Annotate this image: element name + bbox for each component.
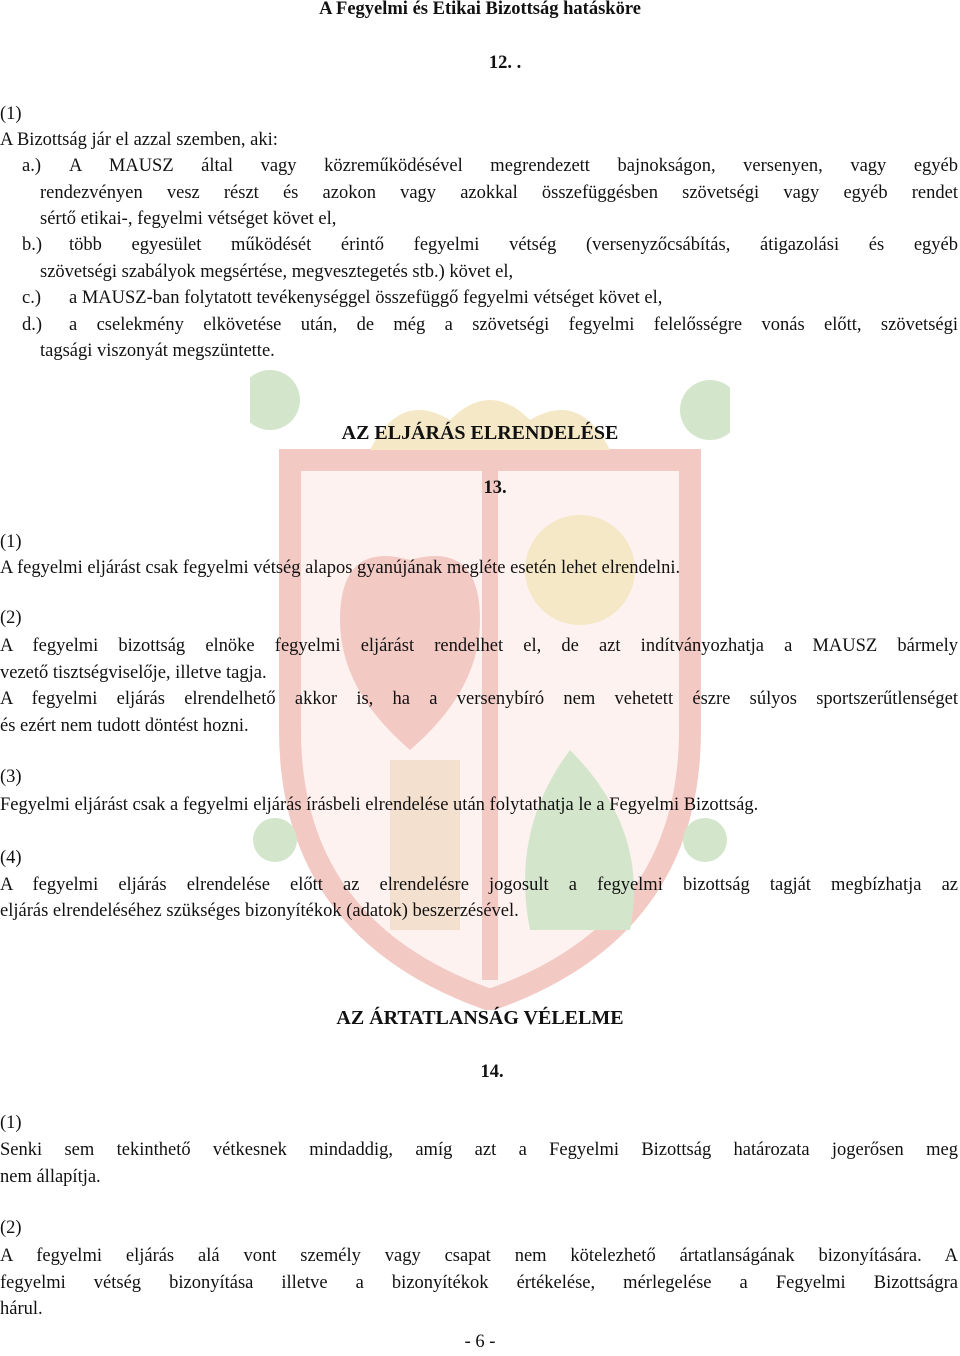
item-d-line2: tagsági viszonyát megszüntette. (40, 341, 275, 361)
item-b-line2: szövetségi szabályok megsértése, megvesztegetés stb.) követ el, (40, 262, 514, 282)
s13-p2-line2: vezető tisztségviselője, illetve tagja. (0, 663, 267, 683)
s14-p1-line2: nem állapítja. (0, 1167, 101, 1187)
s14-p2-line3: hárul. (0, 1299, 43, 1319)
s13-p4-line2: eljárás elrendeléséhez szükséges bizonyítékok (adatok) beszerzésével. (0, 901, 519, 921)
s13-p2-line3: A fegyelmi eljárás elrendelhető akkor is, ha a versenybíró nem vehetett észre súlyos sportszerűtlenséget (0, 689, 958, 709)
item-b-label: b.) (22, 235, 43, 255)
s13-p2-line4: és ezért nem tudott döntést hozni. (0, 716, 249, 736)
s13-p1-text: A fegyelmi eljárást csak fegyelmi vétség alapos gyanújának megléte esetén lehet elrendelni. (0, 558, 681, 578)
leaf-bottom-right (683, 818, 727, 862)
s14-p2-line2: fegyelmi vétség bizonyítása illetve a bizonyítékok értékelése, mérlegelése a Fegyelmi Bizottságra (0, 1273, 958, 1293)
s14-p2-label: (2) (0, 1218, 22, 1238)
s13-p2-label: (2) (0, 608, 22, 628)
item-c-label: c.) (22, 288, 41, 308)
s14-p2-line1: A fegyelmi eljárás alá vont személy vagy csapat nem kötelezhető ártatlanságának bizonyítására. A (0, 1246, 958, 1266)
leaf-bottom-left (253, 818, 297, 862)
item-d-label: d.) (22, 315, 43, 335)
s12-p1-intro: A Bizottság jár el azzal szemben, aki: (0, 130, 278, 150)
section-14-number: 14. (480, 1062, 504, 1082)
section-12-number: 12. . (488, 53, 522, 73)
s13-p2-line1: A fegyelmi bizottság elnöke fegyelmi eljárást rendelhet el, de azt indítványozhatja a MAUSZ bármely (0, 636, 958, 656)
item-a-line3: sértő etikai-, fegyelmi vétséget követ el, (40, 209, 337, 229)
document-title: A Fegyelmi és Etikai Bizottság hatásköre (319, 0, 641, 19)
item-a-line1: A MAUSZ által vagy közreműködésével megrendezett bajnokságon, versenyen, vagy egyéb (69, 156, 958, 176)
s13-p4-label: (4) (0, 848, 22, 868)
s13-p1-label: (1) (0, 532, 22, 552)
item-b-line1: több egyesület működését érintő fegyelmi vétség (versenyzőcsábítás, átigazolási és egyéb (69, 235, 958, 255)
s13-p4-line1: A fegyelmi eljárás elrendelése előtt az elrendelésre jogosult a fegyelmi bizottság tagját megbízhatja az (0, 875, 958, 895)
section-14-heading: AZ ÁRTATLANSÁG VÉLELME (336, 1007, 624, 1029)
item-a-label: a.) (22, 156, 41, 176)
s14-p1-line1: Senki sem tekinthető vétkesnek mindaddig, amíg azt a Fegyelmi Bizottság határozata jogerősen meg (0, 1140, 958, 1160)
item-d-line1: a cselekmény elkövetése után, de még a szövetségi fegyelmi felelősségre vonás előtt, szövetségi (69, 315, 958, 335)
item-c-line1: a MAUSZ-ban folytatott tevékenységgel összefüggő fegyelmi vétséget követ el, (69, 288, 663, 308)
page-number: - 6 - (464, 1332, 496, 1352)
s12-p1-label: (1) (0, 104, 22, 124)
item-a-line2: rendezvényen vesz részt és azokon vagy azokkal összefüggésben szövetségi vagy egyéb rendet (40, 183, 958, 203)
section-13-heading: AZ ELJÁRÁS ELRENDELÉSE (341, 422, 619, 444)
s13-p3-label: (3) (0, 767, 22, 787)
s14-p1-label: (1) (0, 1113, 22, 1133)
section-13-number: 13. (483, 478, 507, 498)
s13-p3-text: Fegyelmi eljárást csak a fegyelmi eljárás írásbeli elrendelése után folytathatja le a Fegyelmi Bizottság. (0, 795, 759, 815)
